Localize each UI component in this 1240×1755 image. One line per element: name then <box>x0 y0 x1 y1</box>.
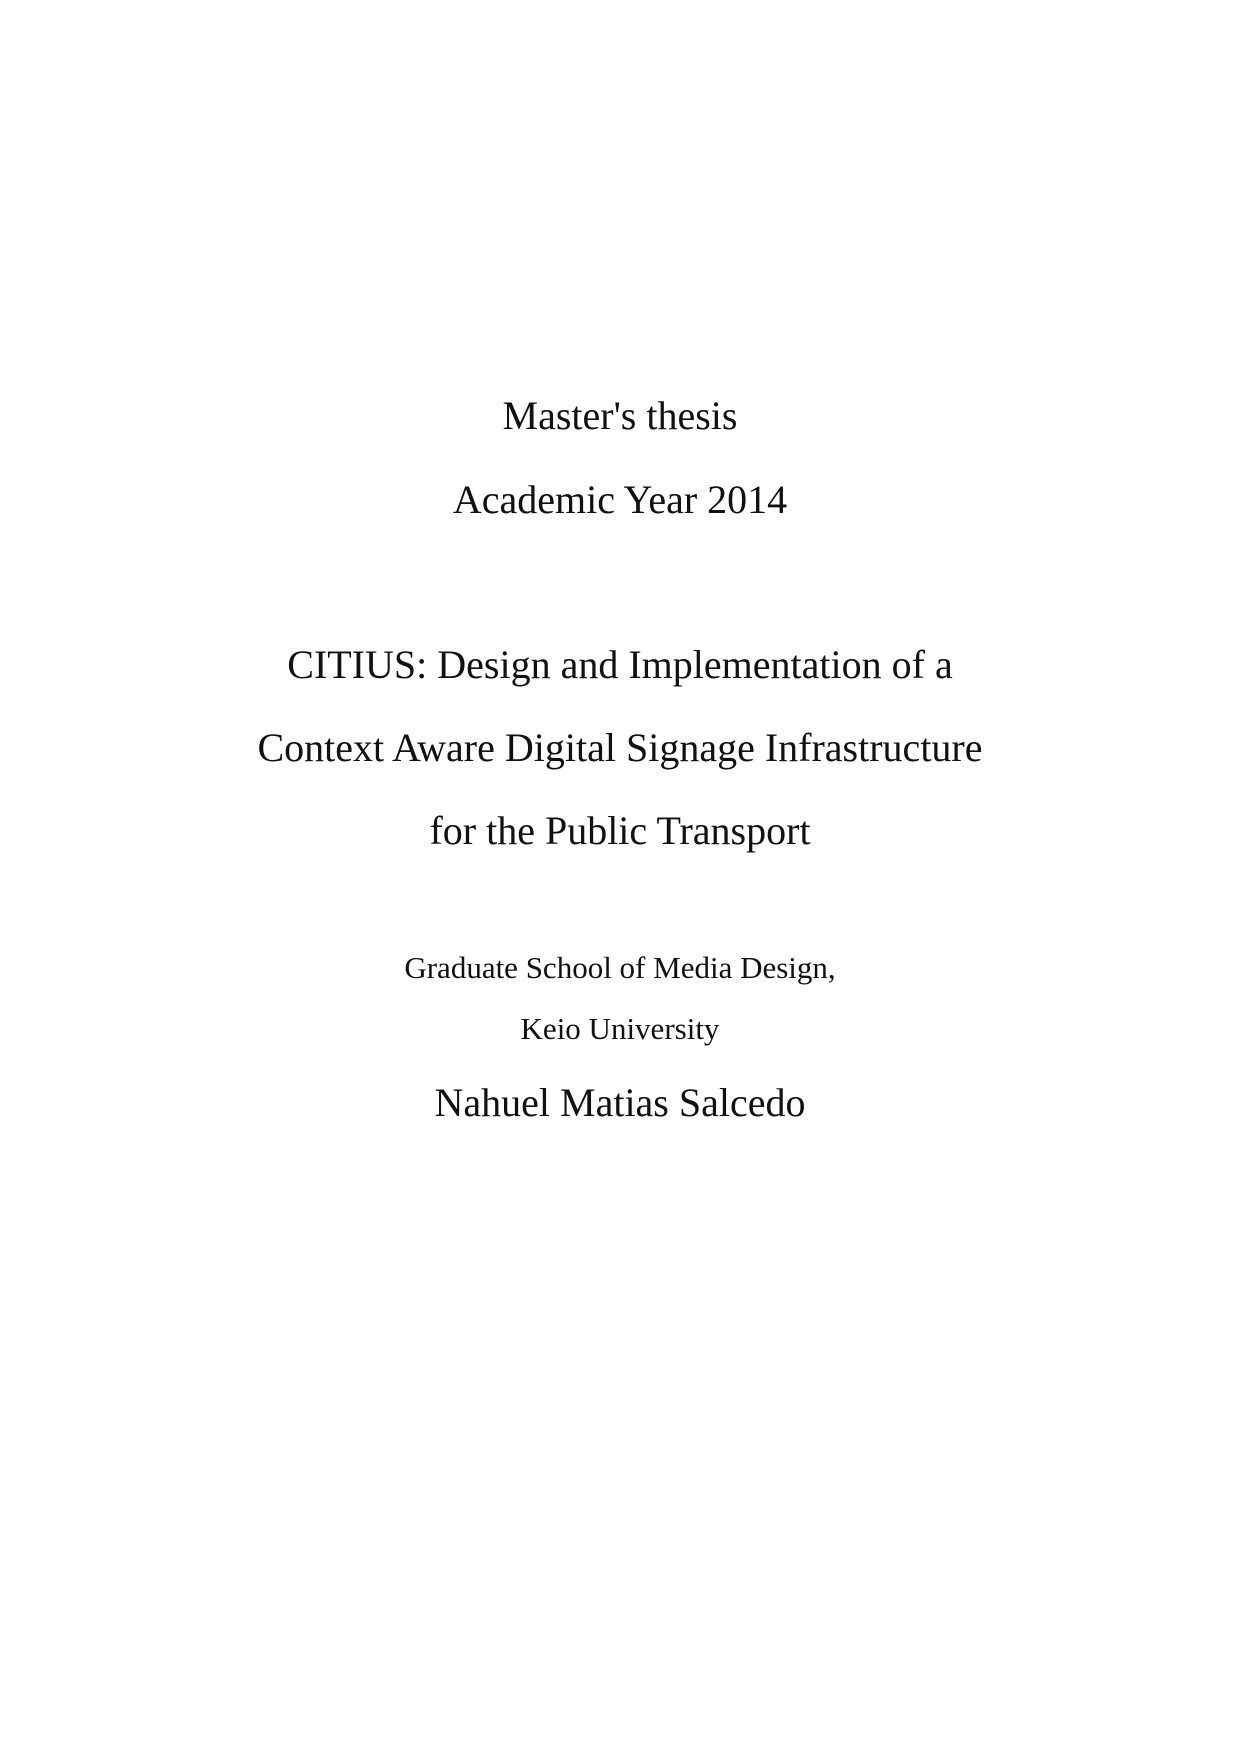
thesis-title-line-1: CITIUS: Design and Implementation of a <box>287 642 953 687</box>
thesis-title-line-2: Context Aware Digital Signage Infrastructure <box>257 725 983 770</box>
affiliation-line-1: Graduate School of Media Design, <box>404 950 836 985</box>
author-name: Nahuel Matias Salcedo <box>434 1080 806 1125</box>
affiliation-line-2: Keio University <box>520 1011 720 1046</box>
academic-year: Academic Year 2014 <box>452 477 788 522</box>
thesis-title-line-3: for the Public Transport <box>429 808 811 853</box>
document-type: Master's thesis <box>502 393 738 438</box>
